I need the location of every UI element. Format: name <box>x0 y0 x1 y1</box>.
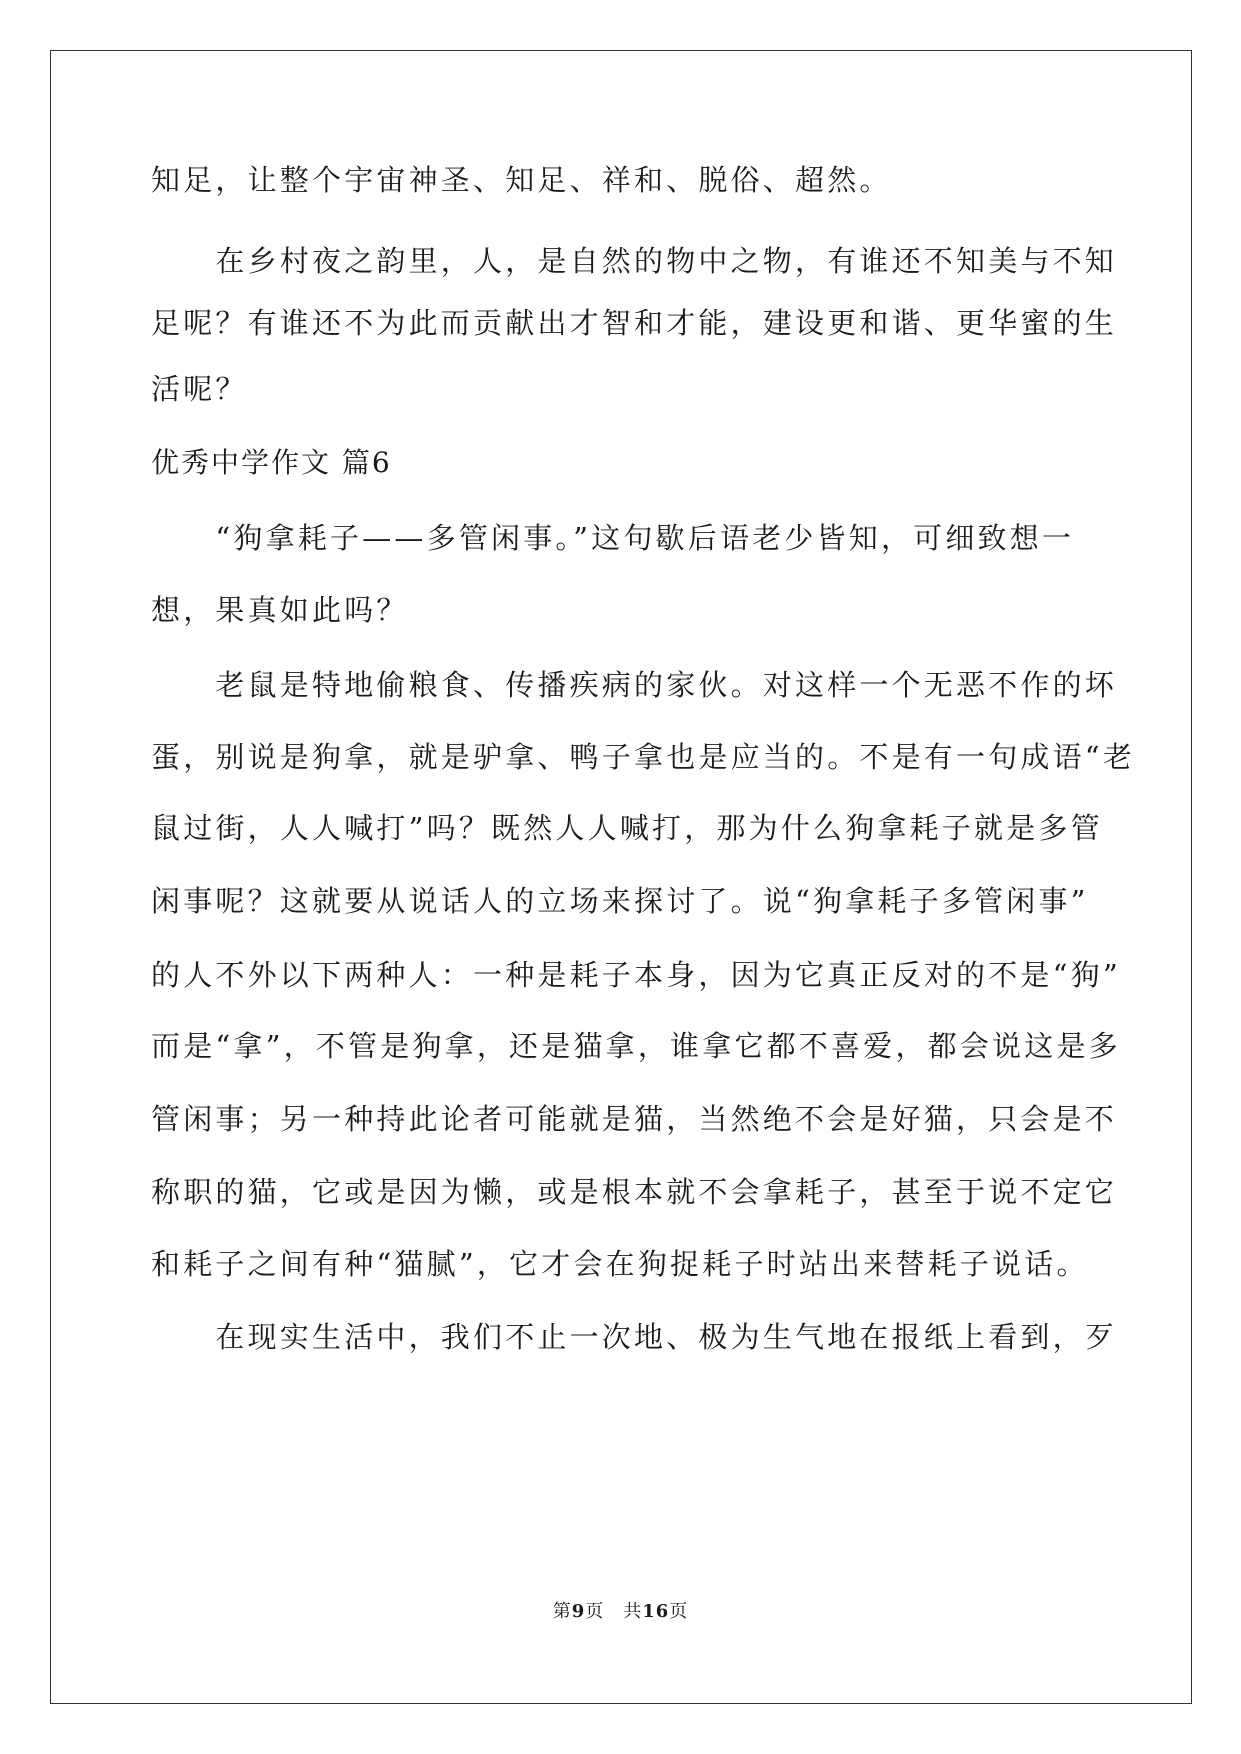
footer-page-number: 9 <box>571 1601 586 1622</box>
text-line-17: 在现实生活中，我们不止一次地、极为生气地在报纸上看到，歹 <box>151 1320 1118 1354</box>
page-border <box>50 50 1192 1704</box>
text-line-8: 老鼠是特地偷粮食、传播疾病的家伙。对这样一个无恶不作的坏 <box>151 668 1118 702</box>
footer-suffix: 页 <box>669 1601 689 1622</box>
text-line-10: 鼠过街，人人喊打”吗？既然人人喊打，那为什么狗拿耗子就是多管 <box>151 811 1103 845</box>
text-line-2: 在乡村夜之韵里，人，是自然的物中之物，有谁还不知美与不知 <box>151 244 1118 278</box>
text-line-15: 称职的猫，它或是因为懒，或是根本就不会拿耗子，甚至于说不定它 <box>151 1175 1118 1209</box>
text-line-13: 而是“拿”，不管是狗拿，还是猫拿，谁拿它都不喜爱，都会说这是多 <box>151 1029 1121 1063</box>
text-line-7: 想，果真如此吗？ <box>151 593 409 627</box>
text-line-12: 的人不外以下两种人：一种是耗子本身，因为它真正反对的不是“狗” <box>151 958 1121 992</box>
page-footer <box>0 1600 1241 1624</box>
footer-total-pages: 16 <box>642 1601 670 1622</box>
text-line-9: 蛋，别说是狗拿，就是驴拿、鸭子拿也是应当的。不是有一句成语“老 <box>151 740 1136 774</box>
text-line-4: 活呢？ <box>151 372 248 406</box>
text-line-6: “狗拿耗子——多管闲事。”这句歇后语老少皆知，可细致想一 <box>151 521 1075 555</box>
footer-prefix: 第 <box>552 1601 572 1622</box>
text-line-16: 和耗子之间有种“猫腻”，它才会在狗捉耗子时站出来替耗子说话。 <box>151 1247 1089 1281</box>
text-line-3: 足呢？有谁还不为此而贡献出才智和才能，建设更和谐、更华蜜的生 <box>151 306 1118 340</box>
text-line-11: 闲事呢？这就要从说话人的立场来探讨了。说“狗拿耗子多管闲事” <box>151 884 1089 918</box>
section-heading: 优秀中学作文 篇6 <box>151 446 392 479</box>
text-line-1: 知足，让整个宇宙神圣、知足、祥和、脱俗、超然。 <box>151 163 892 197</box>
text-line-14: 管闲事；另一种持此论者可能就是猫，当然绝不会是好猫，只会是不 <box>151 1102 1118 1136</box>
footer-middle: 页 共 <box>585 1601 643 1622</box>
